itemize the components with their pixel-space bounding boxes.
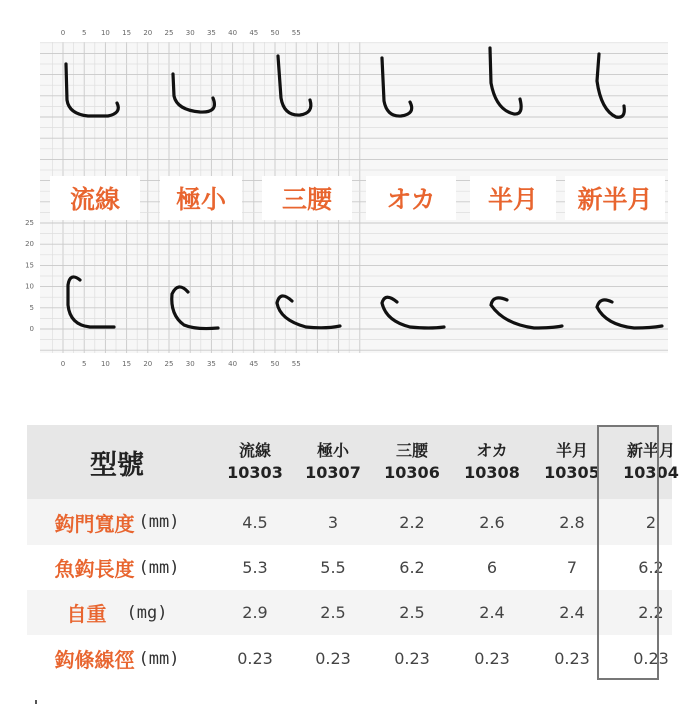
- table-cell: 2.4: [479, 603, 505, 622]
- y-tick-label: 20: [25, 240, 34, 249]
- stray-mark: [35, 700, 37, 704]
- table-cell: 6: [486, 558, 498, 577]
- column-header: [295, 425, 371, 499]
- table-cell: 0.23: [394, 649, 430, 668]
- highlight-column-frame: [597, 425, 659, 680]
- x-tick-label-bottom: 10: [100, 360, 110, 368]
- hook-top-5: [490, 48, 521, 114]
- x-tick-label-top: 15: [122, 29, 132, 37]
- table-cell: 6.2: [638, 558, 664, 577]
- row-unit: (mm): [138, 512, 180, 532]
- column-name: オカ: [476, 441, 508, 460]
- hook-bottom-3: [277, 296, 340, 328]
- x-tick-label-top: 45: [249, 29, 259, 37]
- column-name: 半月: [555, 441, 588, 460]
- column-header: [454, 425, 530, 499]
- column-name: 三腰: [395, 441, 428, 460]
- hook-bottom-1: [68, 277, 114, 327]
- x-tick-label-top: 0: [60, 29, 66, 37]
- x-tick-label-bottom: 50: [270, 360, 280, 368]
- row-unit: (mm): [138, 648, 180, 669]
- hook-label-6: 新半月: [565, 176, 665, 220]
- spec-table: [27, 425, 679, 685]
- table-cell: 2.5: [399, 603, 425, 622]
- x-tick-label-bottom: 55: [291, 360, 301, 368]
- x-tick-label-bottom: 45: [249, 360, 259, 368]
- column-code: 10304: [623, 463, 679, 482]
- hook-label-3: 三腰: [262, 176, 352, 220]
- column-header: [374, 425, 450, 499]
- table-cell: 7: [566, 558, 578, 577]
- x-tick-label-bottom: 20: [143, 360, 153, 368]
- x-tick-label-bottom: 5: [81, 360, 87, 368]
- table-cell: 2.5: [320, 603, 346, 622]
- table-row: [27, 545, 672, 590]
- table-row: [27, 635, 672, 682]
- column-code: 10307: [305, 463, 361, 482]
- table-cell: 2.9: [242, 603, 268, 622]
- column-name: 流線: [238, 441, 271, 460]
- hook-bottom-5: [491, 298, 562, 328]
- column-code: 10308: [464, 463, 520, 482]
- table-cell: 0.23: [633, 649, 669, 668]
- table-cell: 5.3: [242, 558, 268, 577]
- x-tick-label-bottom: 35: [206, 360, 216, 368]
- hook-label-5: 半月: [470, 176, 556, 220]
- y-tick-label: 10: [25, 282, 34, 291]
- hook-top-2: [173, 74, 214, 112]
- column-header: [217, 425, 293, 499]
- x-tick-label-bottom: 40: [228, 360, 238, 368]
- table-cell: 2.6: [479, 512, 505, 532]
- table-cell: 2.2: [399, 512, 425, 532]
- hook-bottom-6: [597, 300, 662, 328]
- row-label: [27, 635, 207, 682]
- row-unit: (mg): [126, 602, 168, 623]
- x-tick-label-top: 5: [81, 29, 87, 37]
- column-code: 10305: [544, 463, 600, 482]
- table-row: [27, 590, 672, 635]
- hook-bottom-2: [172, 287, 218, 329]
- table-header-row: [27, 425, 679, 499]
- column-code: 10306: [384, 463, 440, 482]
- row-label: [27, 499, 207, 545]
- row-label: [27, 545, 207, 590]
- x-tick-label-bottom: 25: [164, 360, 174, 368]
- x-tick-label-top: 10: [100, 29, 110, 37]
- model-header: 型號: [90, 449, 144, 481]
- y-tick-label: 0: [29, 325, 34, 333]
- row-label-text: 鈎門寬度: [54, 511, 135, 536]
- row-unit: (mm): [138, 557, 180, 578]
- x-tick-label-bottom: 30: [185, 360, 195, 368]
- x-tick-label-bottom: 15: [122, 360, 132, 368]
- hook-label-4: オカ: [366, 176, 456, 220]
- hook-label-2: 極小: [160, 176, 242, 220]
- column-code: 10303: [227, 463, 283, 482]
- x-tick-label-top: 55: [291, 29, 301, 37]
- x-tick-label-top: 25: [164, 29, 174, 37]
- hook-top-4: [382, 58, 412, 116]
- row-label-text: 自重: [66, 602, 107, 626]
- column-name: 極小: [316, 441, 349, 460]
- table-cell: 6.2: [399, 558, 425, 577]
- y-tick-label: 15: [25, 261, 34, 270]
- column-name: 新半月: [626, 441, 675, 460]
- table-cell: 5.5: [320, 558, 346, 577]
- table-cell: 2: [645, 512, 657, 532]
- table-cell: 2.2: [638, 603, 664, 622]
- hook-top-1: [66, 64, 118, 116]
- hook-top-3: [278, 56, 311, 115]
- x-tick-label-top: 50: [270, 29, 280, 37]
- table-cell: 2.4: [559, 603, 585, 622]
- table-cell: 0.23: [554, 649, 590, 668]
- table-cell: 0.23: [237, 649, 273, 668]
- x-tick-label-bottom: 0: [60, 360, 66, 368]
- table-row: [27, 499, 672, 545]
- row-label-text: 鈎條線徑: [54, 648, 135, 672]
- x-tick-label-top: 40: [228, 29, 238, 37]
- x-tick-label-top: 20: [143, 29, 153, 37]
- table-cell: 0.23: [315, 649, 351, 668]
- row-label-text: 魚鈎長度: [54, 557, 135, 581]
- y-tick-label: 25: [25, 219, 34, 227]
- hook-label-1: 流線: [50, 176, 140, 220]
- table-cell: 0.23: [474, 649, 510, 668]
- x-tick-label-top: 30: [185, 29, 195, 37]
- table-cell: 3: [327, 512, 339, 532]
- table-cell: 4.5: [242, 512, 268, 532]
- row-label: [27, 590, 207, 635]
- y-tick-label: 5: [29, 303, 34, 312]
- table-cell: 2.8: [559, 512, 585, 532]
- x-tick-label-top: 35: [206, 29, 216, 37]
- hook-bottom-4: [382, 297, 444, 328]
- hook-top-6: [597, 54, 624, 117]
